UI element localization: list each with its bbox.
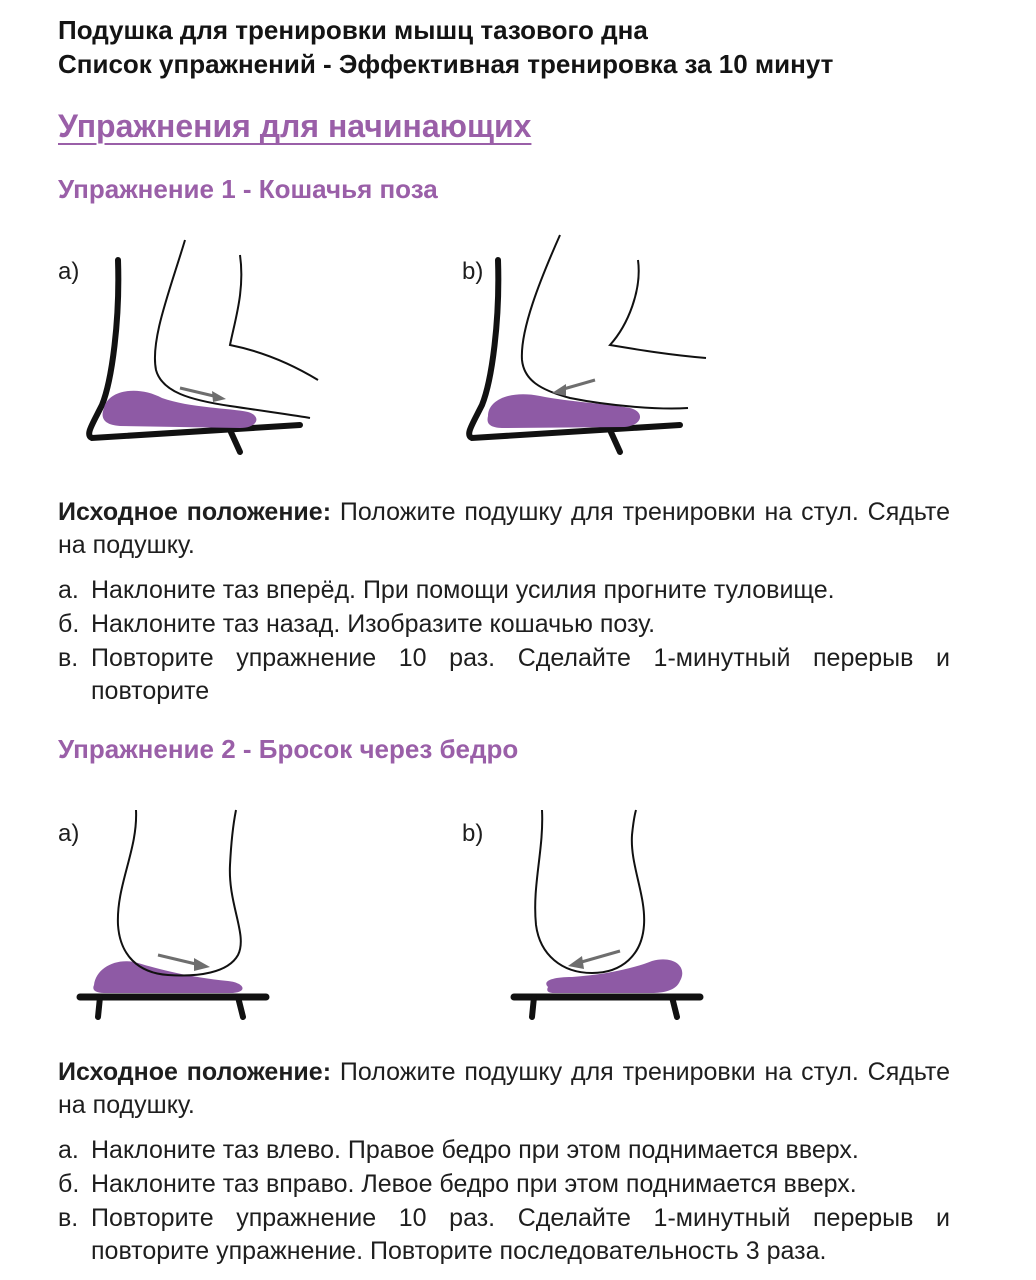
step-text: Наклоните таз вперёд. При помощи усилия прогните туловище. (91, 576, 835, 604)
cushion-shape (103, 391, 257, 428)
arrow-icon (568, 956, 584, 969)
step-marker: а. (58, 576, 79, 604)
step-marker: б. (58, 1170, 80, 1198)
cushion-shape (488, 394, 641, 428)
exercise-2-figure-b-label: b) (462, 820, 484, 847)
cushion-shape (546, 959, 682, 993)
list-item (58, 1134, 950, 1167)
arrow-icon (194, 958, 210, 971)
start-position-text: Положите подушку для тренировки на стул. Сядьте на подушку. (58, 1058, 950, 1119)
arrow-icon (212, 391, 226, 402)
body-outline (522, 235, 688, 409)
list-item (58, 1168, 950, 1201)
step-marker: б. (58, 610, 80, 638)
chair-leg (230, 430, 240, 452)
document-subtitle: Список упражнений - Эффективная тренировка за 10 минут (58, 49, 834, 79)
section-title: Упражнения для начинающих (58, 108, 532, 144)
exercise-1-figure-a (80, 230, 340, 460)
list-item (58, 574, 950, 607)
chair-leg (610, 430, 620, 452)
body-outline (118, 810, 241, 975)
exercise-2-title: Упражнение 2 - Бросок через бедро (58, 734, 519, 764)
arrow-icon (552, 384, 566, 396)
step-text: Наклоните таз назад. Изобразите кошачью позу. (91, 610, 656, 638)
start-position-label: Исходное положение: (58, 1058, 332, 1086)
exercise-2-steps (58, 1134, 950, 1269)
exercise-1-figure-b-label: b) (462, 258, 484, 285)
exercise-2-figure-a (78, 805, 278, 1025)
step-text: Повторите упражнение 10 раз. Сделайте 1-минутный перерыв и повторите упражнение. Повторите последовательность 3 раза. (91, 1204, 950, 1265)
body-outline (535, 810, 644, 973)
step-marker: в. (58, 1204, 79, 1232)
start-position-text: Положите подушку для тренировки на стул. Сядьте на подушку. (58, 498, 950, 559)
thigh-outline (230, 255, 318, 380)
step-text: Наклоните таз вправо. Левое бедро при этом поднимается вверх. (91, 1170, 857, 1198)
start-position-label: Исходное положение: (58, 498, 332, 526)
step-marker: в. (58, 644, 79, 672)
step-text: Повторите упражнение 10 раз. Сделайте 1-минутный перерыв и повторите (91, 644, 950, 705)
document-title: Подушка для тренировки мышц тазового дна (58, 15, 648, 45)
step-text: Наклоните таз влево. Правое бедро при этом поднимается вверх. (91, 1136, 859, 1164)
exercise-1-figure-b (460, 230, 720, 460)
body-outline (155, 240, 310, 418)
exercise-1-title: Упражнение 1 - Кошачья поза (58, 174, 438, 204)
seat-leg-left (532, 997, 534, 1017)
exercise-1-steps (58, 574, 950, 709)
list-item (58, 608, 950, 641)
exercise-2-start-position (58, 1056, 950, 1122)
list-item (58, 1202, 950, 1268)
list-item (58, 642, 950, 708)
cushion-shape (93, 961, 242, 993)
step-marker: а. (58, 1136, 79, 1164)
exercise-1-figure-a-label: a) (58, 258, 80, 285)
exercise-1-start-position (58, 496, 950, 562)
exercise-2-figure-a-label: a) (58, 820, 80, 847)
thigh-outline (610, 260, 706, 358)
exercise-2-figure-b (512, 805, 712, 1025)
seat-leg-left (98, 997, 100, 1017)
